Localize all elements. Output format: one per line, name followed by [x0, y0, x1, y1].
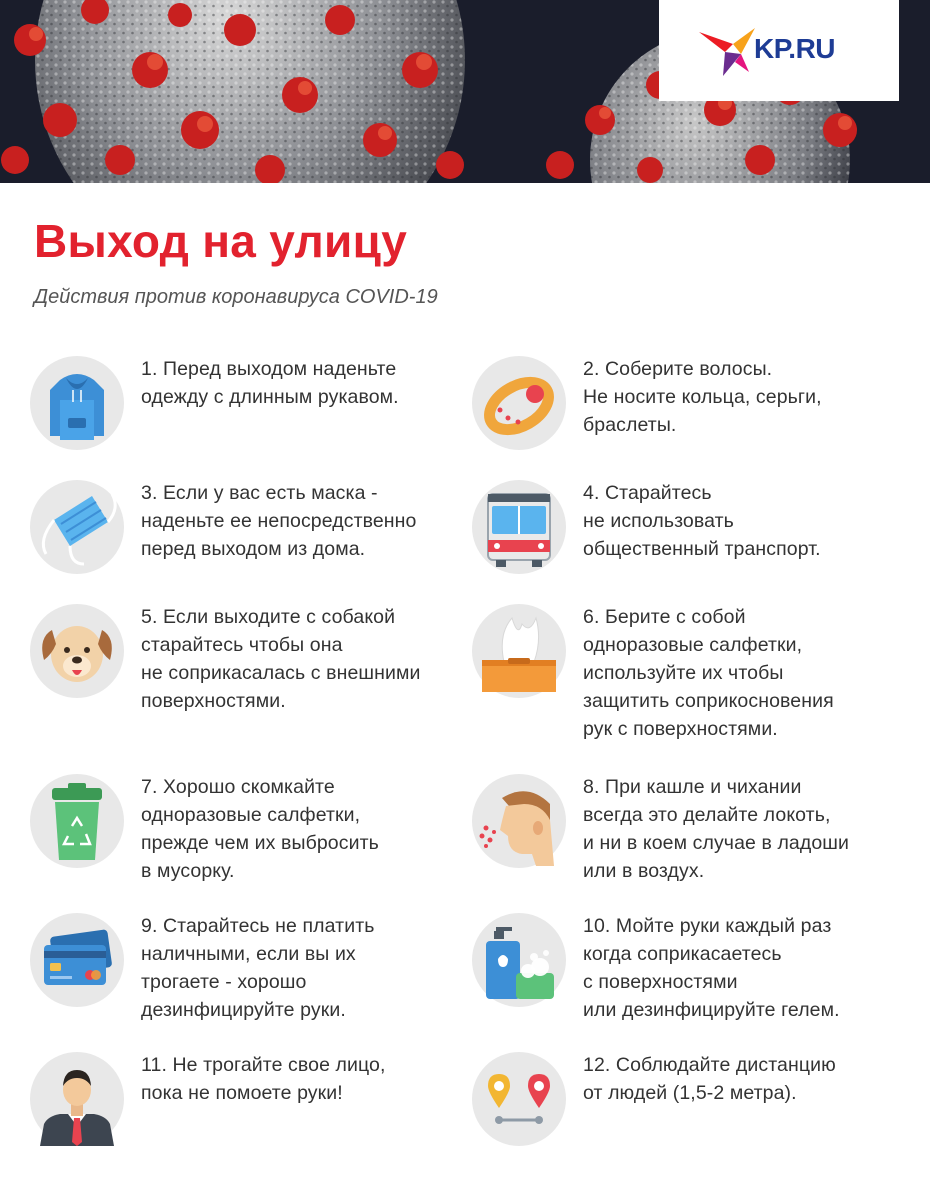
- tip-text-9: 9. Старайтесь не платить наличными, если вы их трогаете - хорошо дезинфицируйте руки.: [141, 915, 375, 1021]
- bus-icon: [472, 480, 566, 574]
- tip-text-7: 7. Хорошо скомкайте одноразовые салфетки, прежде чем их выбросить в мусорку.: [141, 776, 379, 882]
- tip-text-3: 3. Если у вас есть маска - наденьте ее непосредственно перед выходом из дома.: [141, 482, 417, 560]
- page-title: Выход на улицу: [34, 215, 408, 267]
- bracelet-icon: [472, 356, 566, 450]
- tip-text-10: 10. Мойте руки каждый раз когда соприкасаетесь с поверхностями или дезинфицируйте гелем.: [583, 915, 840, 1021]
- tip-text-4: 4. Старайтесь не использовать общественный транспорт.: [583, 482, 821, 560]
- header-banner: [0, 0, 930, 183]
- businessman-icon: [30, 1052, 124, 1146]
- map-pins-distance-icon: [472, 1052, 566, 1146]
- logo-text: KP.RU: [754, 33, 836, 64]
- tip-text-5: 5. Если выходите с собакой старайтесь чтобы она не соприкасалась с внешними поверхностями.: [141, 606, 421, 712]
- recycle-bin-icon: [30, 774, 124, 868]
- tip-text-11: 11. Не трогайте свое лицо, пока не помоете руки!: [141, 1054, 386, 1104]
- page-subtitle: Действия против коронавируса COVID-19: [34, 286, 438, 308]
- soap-dispenser-icon: [472, 913, 566, 1007]
- sneezing-person-icon: [472, 774, 566, 868]
- hoodie-icon: [30, 356, 124, 450]
- tip-text-1: 1. Перед выходом наденьте одежду с длинным рукавом.: [141, 358, 399, 408]
- logo-box[interactable]: [659, 0, 899, 101]
- dog-icon: [30, 604, 124, 698]
- tip-text-12: 12. Соблюдайте дистанцию от людей (1,5-2 метра).: [583, 1054, 836, 1104]
- tip-text-8: 8. При кашле и чихании всегда это делайте локоть, и ни в коем случае в ладоши или в воздух.: [583, 776, 850, 882]
- tip-text-2: 2. Соберите волосы. Не носите кольца, серьги, браслеты.: [583, 358, 822, 436]
- face-mask-icon: [30, 480, 124, 574]
- tissue-box-icon: [472, 604, 566, 698]
- tip-text-6: 6. Берите с собой одноразовые салфетки, используйте их чтобы защитить соприкосновения рук с поверхностями.: [583, 606, 834, 740]
- bird-logo-icon: [697, 24, 757, 80]
- credit-card-icon: [30, 913, 124, 1007]
